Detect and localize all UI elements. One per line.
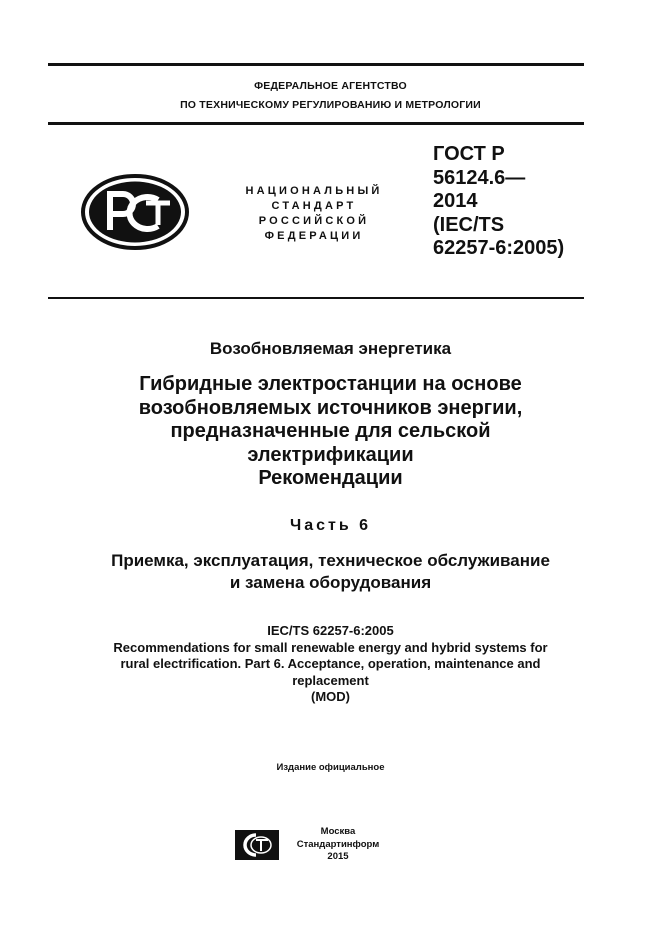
national-standard-line: НАЦИОНАЛЬНЫЙ (245, 185, 383, 197)
official-edition-label: Издание официальное (276, 762, 385, 773)
national-standard-line: ФЕДЕРАЦИИ (264, 230, 364, 242)
english-line: rural electrification. Part 6. Acceptance, operation, maintenance and (120, 656, 541, 671)
publisher-year: 2015 (327, 851, 349, 862)
english-line: IEC/TS 62257-6:2005 (267, 623, 394, 638)
rst-logo-icon (80, 173, 190, 251)
national-standard-line: РОССИЙСКОЙ (258, 215, 370, 227)
agency-line-2: ПО ТЕХНИЧЕСКОМУ РЕГУЛИРОВАНИЮ И МЕТРОЛОГИИ (180, 99, 481, 111)
designation-line: 56124.6— (433, 166, 526, 189)
english-line: (MOD) (311, 689, 350, 704)
top-rule (48, 63, 584, 66)
national-standard-line: СТАНДАРТ (271, 200, 357, 212)
publisher-block (290, 826, 386, 864)
title-line: Рекомендации (258, 467, 403, 489)
english-line: replacement (292, 672, 369, 688)
subject-heading: Возобновляемая энергетика (209, 339, 452, 358)
document-title (0, 373, 661, 491)
standard-designation (433, 143, 564, 261)
agency-line-1: ФЕДЕРАЛЬНОЕ АГЕНТСТВО (254, 80, 407, 92)
standartinform-logo-icon (234, 829, 280, 861)
national-standard-label (218, 184, 410, 244)
part-title-line: Приемка, эксплуатация, техническое обслуживание (111, 551, 550, 570)
designation-line: ГОСТ Р (433, 143, 505, 165)
part-number: Часть 6 (289, 517, 372, 534)
designation-line: 2014 (433, 190, 478, 212)
title-line: возобновляемых источников энергии, (138, 396, 523, 419)
title-line: предназначенные для сельской (170, 420, 491, 442)
english-title (0, 623, 661, 706)
title-line: Гибридные электростанции на основе (139, 373, 522, 395)
publisher-city: Москва (320, 826, 356, 837)
publisher-name: Стандартинформ (296, 838, 380, 850)
header-rule (48, 122, 584, 125)
part-title-line: и замена оборудования (229, 573, 432, 592)
designation-line: 62257-6:2005) (433, 237, 565, 259)
designation-line: (IEC/TS (433, 213, 505, 236)
english-line: Recommendations for small renewable energy and hybrid systems for (113, 639, 548, 655)
part-title (0, 550, 661, 594)
divider-rule (48, 297, 584, 299)
title-line: электрификации (247, 443, 414, 466)
